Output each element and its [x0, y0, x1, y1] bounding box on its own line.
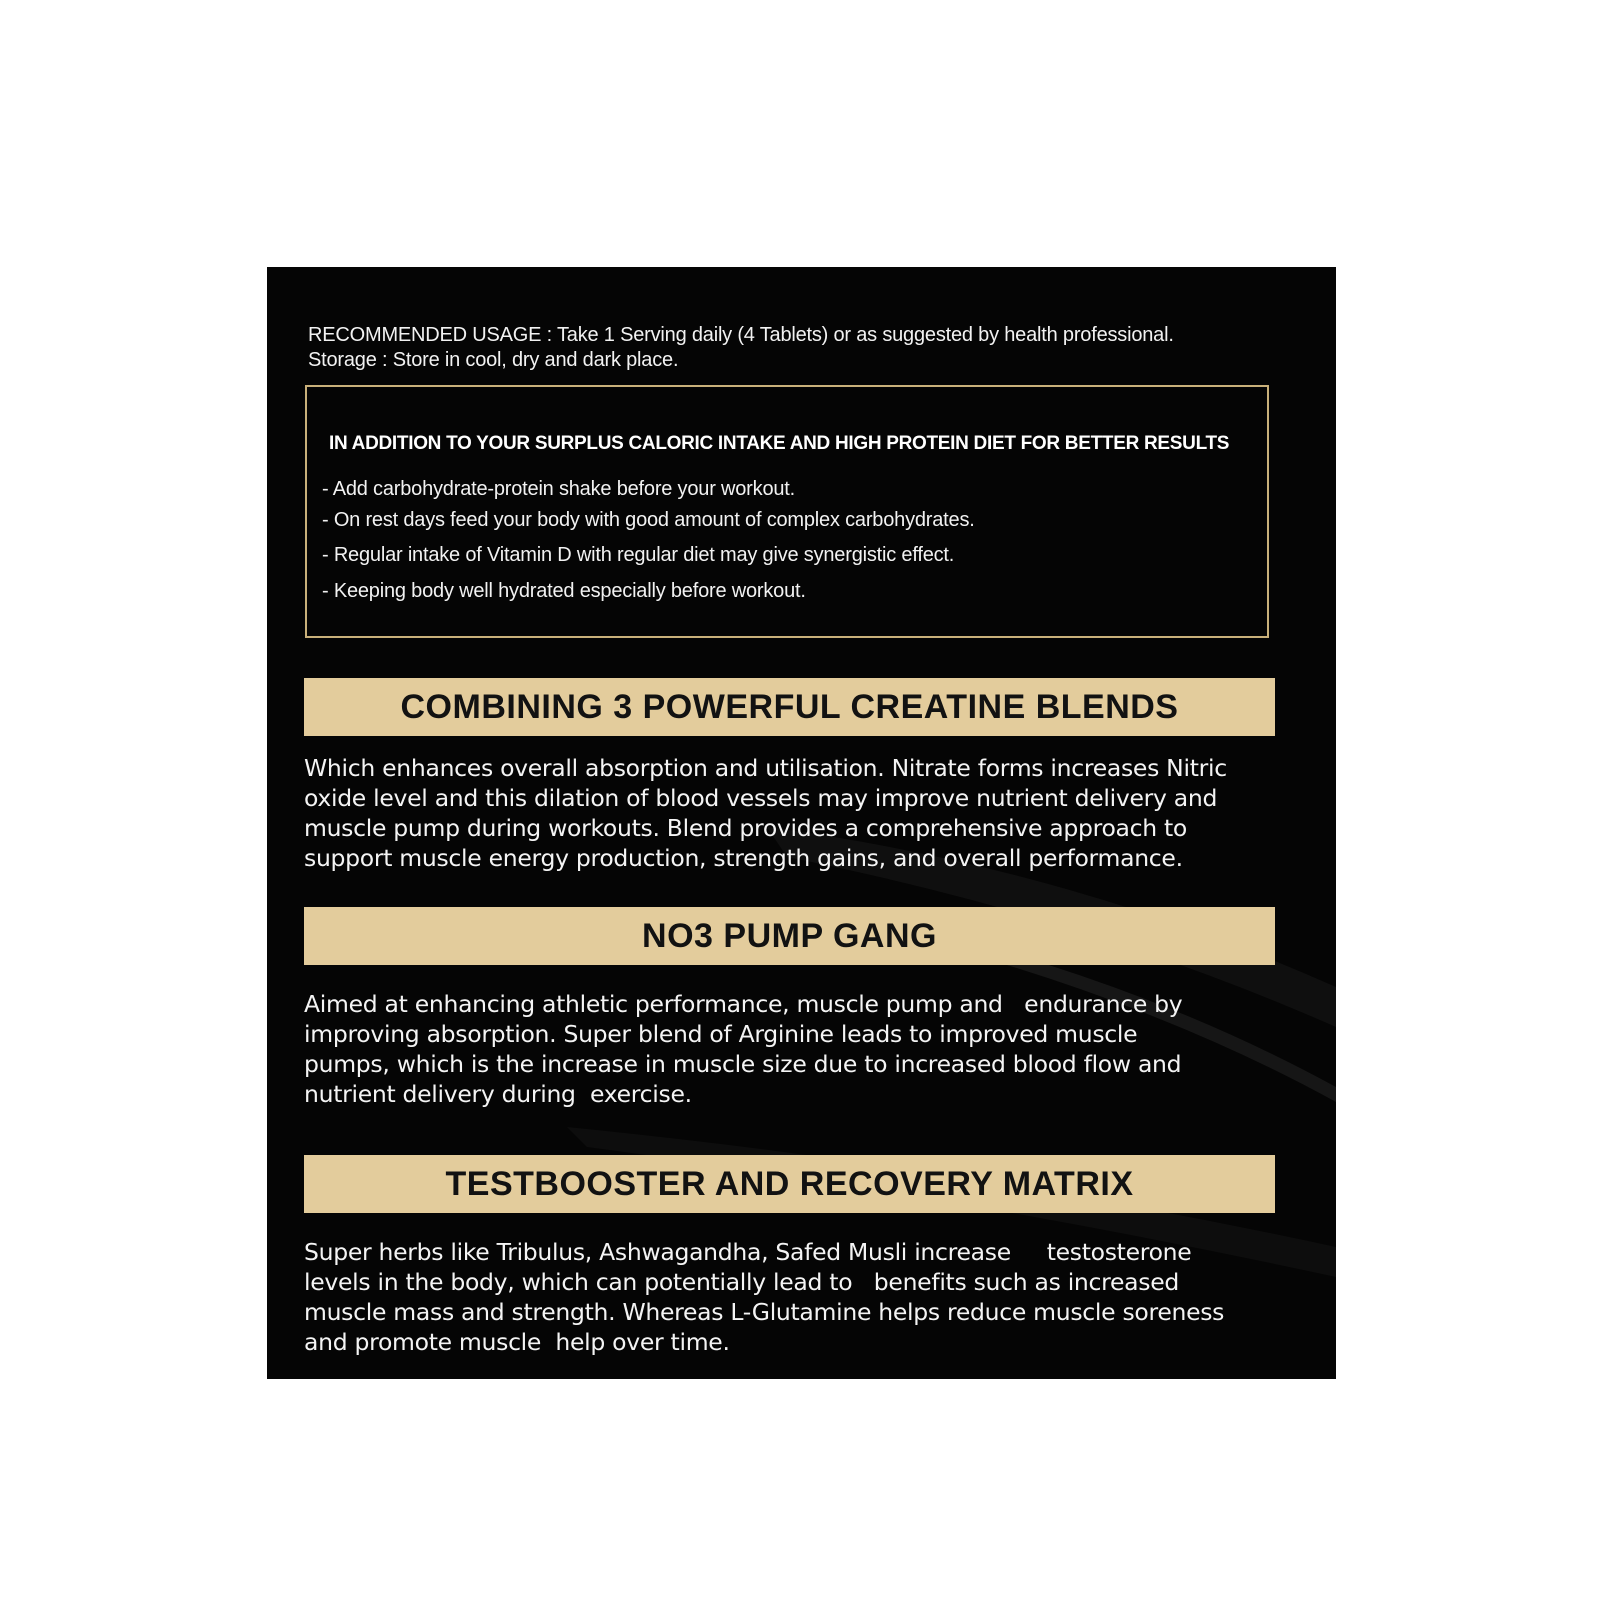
paragraph-line: muscle pump during workouts. Blend provides a comprehensive approach to [304, 814, 1188, 842]
storage-text: Storage : Store in cool, dry and dark place. [308, 349, 679, 371]
paragraph-line: oxide level and this dilation of blood vessels may improve nutrient delivery and [304, 784, 1218, 812]
section-banner-no3 [304, 907, 1275, 965]
paragraph-line: Super herbs like Tribulus, Ashwagandha, Safed Musli increase testosterone [304, 1238, 1192, 1266]
section-paragraph-creatine [304, 753, 1294, 873]
section-banner-creatine [304, 678, 1275, 736]
paragraph-line: support muscle energy production, strength gains, and overall performance. [304, 844, 1183, 872]
usage-instructions [308, 323, 1308, 373]
paragraph-line: levels in the body, which can potentially lead to benefits such as increased [304, 1268, 1179, 1296]
product-info-panel [267, 267, 1336, 1379]
section-title: TESTBOOSTER AND RECOVERY MATRIX [445, 1164, 1134, 1203]
paragraph-line: muscle mass and strength. Whereas L-Glutamine helps reduce muscle soreness [304, 1298, 1225, 1326]
recommended-usage-text: RECOMMENDED USAGE : Take 1 Serving daily (4 Tablets) or as suggested by health professional. [308, 324, 1174, 346]
tip-item: - Regular intake of Vitamin D with regular diet may give synergistic effect. [322, 544, 955, 566]
tip-item: - On rest days feed your body with good amount of complex carbohydrates. [322, 509, 975, 531]
paragraph-line: pumps, which is the increase in muscle size due to increased blood flow and [304, 1050, 1182, 1078]
paragraph-line: Which enhances overall absorption and utilisation. Nitrate forms increases Nitric [304, 754, 1227, 782]
section-paragraph-testbooster [304, 1237, 1294, 1357]
paragraph-line: nutrient delivery during exercise. [304, 1080, 692, 1108]
section-banner-testbooster [304, 1155, 1275, 1213]
section-title: NO3 PUMP GANG [642, 916, 937, 955]
section-title: COMBINING 3 POWERFUL CREATINE BLENDS [400, 687, 1179, 726]
paragraph-line: Aimed at enhancing athletic performance, muscle pump and endurance by [304, 990, 1183, 1018]
tip-item: - Add carbohydrate-protein shake before your workout. [322, 478, 796, 500]
paragraph-line: and promote muscle help over time. [304, 1328, 730, 1356]
paragraph-line: improving absorption. Super blend of Arginine leads to improved muscle [304, 1020, 1138, 1048]
tips-box [305, 385, 1269, 638]
tips-heading: IN ADDITION TO YOUR SURPLUS CALORIC INTAKE AND HIGH PROTEIN DIET FOR BETTER RESULTS [329, 433, 1230, 454]
tip-item: - Keeping body well hydrated especially before workout. [322, 580, 806, 602]
section-paragraph-no3 [304, 989, 1294, 1109]
